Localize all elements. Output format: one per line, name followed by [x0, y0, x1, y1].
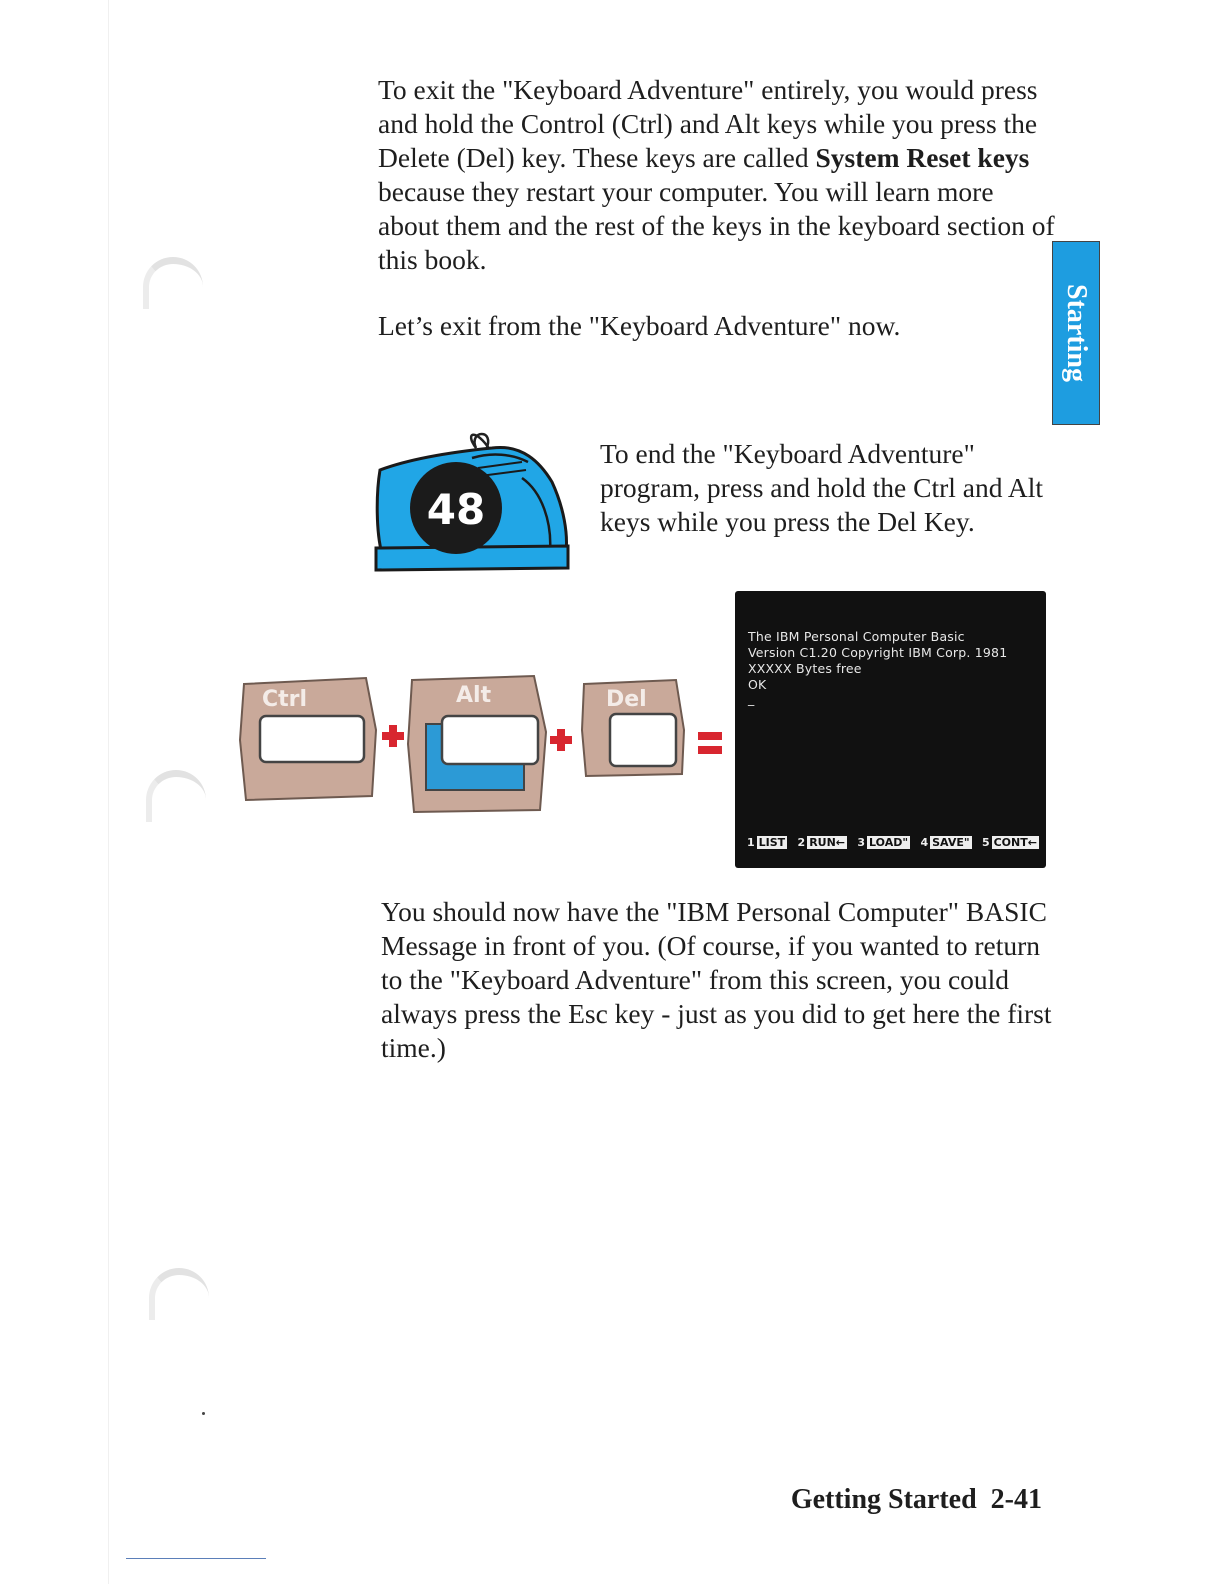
shoe-number: 48: [426, 485, 486, 534]
function-key: [982, 836, 1039, 849]
ctrl-key: [240, 678, 376, 800]
function-key-bar: [747, 836, 1039, 849]
function-key-number: 1: [747, 836, 755, 849]
paragraph-end-adventure: To end the "Keyboard Adventure" program, press and hold the Ctrl and Alt keys while you press the Del Key.: [600, 438, 1043, 537]
screen-line: The IBM Personal Computer Basic: [748, 629, 965, 644]
paragraph-exit-adventure: [378, 73, 1058, 277]
screen-line: Version C1.20 Copyright IBM Corp. 1981: [748, 645, 1008, 660]
function-key-number: 4: [920, 836, 929, 849]
equals-sign: [698, 732, 722, 754]
function-key-label: RUN←: [809, 836, 846, 849]
plus-sign-2: [550, 729, 572, 751]
paragraph-basic-message: You should now have the "IBM Personal Computer" BASIC Message in front of you. (Of course, if you wanted to return to the "Keyboard Adventure" from this screen, you could always press the Esc key - just as you did to get here the first time.): [381, 896, 1052, 1063]
alt-key-label: Alt: [456, 683, 492, 708]
del-key: [582, 680, 684, 776]
page-footer: [791, 1484, 1042, 1516]
function-key-label: LIST: [758, 836, 786, 849]
function-key: [857, 836, 910, 849]
plus-sign-1: [382, 725, 404, 747]
basic-screen: [735, 591, 1046, 868]
del-key-label: Del: [606, 687, 647, 712]
alt-key: [408, 676, 546, 812]
paragraph-text: because they restart your computer. You will learn more about them and the rest of the keys in the keyboard section of this book.: [378, 176, 1055, 275]
function-key-label: LOAD": [869, 836, 909, 849]
function-key-label: CONT←: [993, 836, 1037, 849]
page-margin-line: [108, 0, 109, 1584]
function-key: [798, 836, 847, 849]
function-key-number: 3: [857, 836, 866, 849]
binder-hole-middle: [146, 770, 206, 822]
binder-hole-bottom: [149, 1268, 209, 1320]
shoe-step-icon: [372, 422, 572, 574]
ctrl-key-label: Ctrl: [262, 687, 308, 712]
system-reset-keys-term: System Reset keys: [815, 142, 1030, 173]
function-key-label: SAVE": [932, 836, 970, 849]
screen-line: XXXXX Bytes free: [748, 661, 862, 676]
function-key: [747, 836, 787, 849]
paragraph-text: To exit the "Keyboard Adventure" entirely, you would press and hold the Control (Ctrl) and Alt keys while you press the Delete (Del) key. These keys are called: [378, 74, 1038, 173]
screen-cursor: _: [748, 691, 755, 706]
ctrl-alt-del-keys-illustration: [236, 670, 726, 820]
function-key: [920, 836, 971, 849]
page-number: 2-41: [990, 1484, 1042, 1515]
function-key-number: 5: [981, 836, 990, 849]
function-key-number: 2: [797, 836, 806, 849]
screen-line: OK: [748, 677, 767, 692]
binder-hole-top: [143, 257, 203, 309]
section-tab: [1052, 241, 1100, 425]
bottom-rule: [126, 1558, 266, 1559]
speck: [202, 1412, 205, 1415]
footer-title: Getting Started: [790, 1484, 977, 1515]
section-tab-label: Starting: [1061, 284, 1092, 382]
paragraph-lets-exit: Let’s exit from the "Keyboard Adventure" now.: [378, 310, 901, 341]
